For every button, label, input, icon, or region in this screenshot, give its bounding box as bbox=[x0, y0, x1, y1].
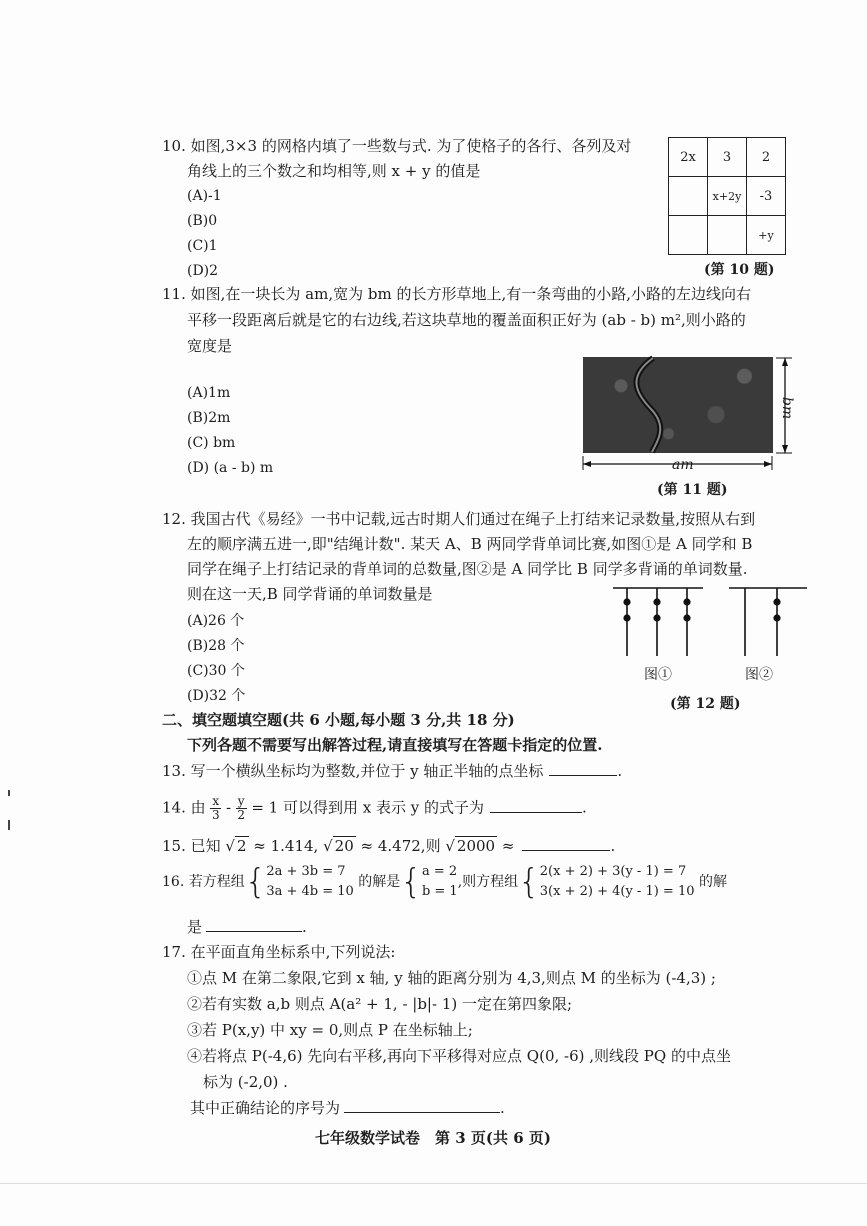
q12-line2: 左的顺序满五进一,即"结绳计数". 某天 A、B 两同学背单词比赛,如图①是 A 同学和 B bbox=[187, 535, 753, 553]
margin-mark bbox=[8, 820, 10, 830]
section2-heading: 二、填空题填空题(共 6 小题,每小题 3 分,共 18 分) bbox=[162, 711, 515, 729]
q11-line2: 平移一段距离后就是它的右边线,若这块草地的覆盖面积正好为 (ab - b) m²,则小路的 bbox=[187, 311, 746, 329]
q11-option-c: (C) bm bbox=[187, 435, 236, 451]
grid-cell bbox=[669, 177, 708, 216]
q15-v2: ≈ 4.472,则 bbox=[355, 837, 441, 855]
q15-pre: 15. 已知 bbox=[162, 837, 221, 855]
q17-conclusion-text: 其中正确结论的序号为 bbox=[190, 1099, 341, 1117]
sys3-eq2: 3(x + 2) + 4(y - 1) = 10 bbox=[539, 884, 695, 899]
system-3 bbox=[540, 862, 695, 902]
q10-grid bbox=[668, 137, 786, 255]
q12-option-c: (C)30 个 bbox=[187, 663, 245, 679]
bottom-divider bbox=[0, 1183, 867, 1184]
q17-answer-blank[interactable] bbox=[344, 1098, 500, 1113]
knot bbox=[623, 598, 630, 605]
q14-post: = 1 可以得到用 x 表示 y 的式子为 bbox=[246, 798, 485, 817]
q13-text: 13. 写一个横纵坐标均为整数,并位于 y 轴正半轴的点坐标 bbox=[162, 762, 544, 780]
q10-caption: (第 10 题) bbox=[704, 262, 775, 278]
fraction-y-2 bbox=[236, 795, 247, 822]
brace-icon: { bbox=[244, 862, 267, 902]
q10-option-c: (C)1 bbox=[187, 238, 218, 254]
q11-width-label: am bbox=[672, 457, 694, 473]
q10-option-a: (A)-1 bbox=[187, 188, 222, 204]
q12-fig1-label: 图① bbox=[644, 667, 672, 683]
q11-line3: 宽度是 bbox=[187, 337, 233, 355]
frac-den: 3 bbox=[211, 808, 220, 822]
brace-icon: { bbox=[518, 862, 540, 902]
grid-cell: 2x bbox=[669, 138, 708, 177]
q17-intro: 17. 在平面直角坐标系中,下列说法: bbox=[162, 943, 396, 961]
sys2-eq2: b = 1 bbox=[421, 884, 458, 899]
knot bbox=[683, 614, 690, 621]
q11-option-a: (A)1m bbox=[187, 385, 231, 401]
q11-option-d: (D) (a - b) m bbox=[187, 460, 274, 476]
frac-num: x bbox=[212, 794, 220, 808]
q15-v3: ≈ bbox=[497, 837, 515, 855]
q16-line2 bbox=[187, 915, 307, 939]
section2-instruction: 下列各题不需要写出解答过程,请直接填写在答题卡指定的位置. bbox=[187, 736, 603, 754]
q13 bbox=[162, 759, 622, 783]
q14-answer-blank[interactable] bbox=[490, 798, 582, 813]
q16-answer-blank[interactable] bbox=[206, 917, 302, 932]
system-1 bbox=[266, 862, 353, 902]
q17-item-4-cont: 标为 (-2,0) . bbox=[203, 1073, 288, 1091]
q10-line2: 角线上的三个数之和均相等,则 x + y 的值是 bbox=[187, 162, 481, 180]
sqrt-2000: 2000 bbox=[456, 837, 496, 855]
q11-caption: (第 11 题) bbox=[657, 482, 728, 498]
q16-pre: 16. 若方程组 bbox=[162, 874, 245, 890]
brace-icon: { bbox=[400, 862, 422, 902]
knot bbox=[773, 614, 780, 621]
frac-den: 2 bbox=[237, 808, 245, 822]
q15-v1: ≈ 1.414, bbox=[248, 837, 319, 855]
sys1-eq1: 2a + 3b = 7 bbox=[266, 864, 346, 879]
grid-cell: 2 bbox=[747, 138, 786, 177]
q12-fig2-label: 图② bbox=[745, 667, 773, 683]
sqrt-20: 20 bbox=[334, 837, 354, 855]
sqrt-2: 2 bbox=[236, 837, 247, 855]
grid-cell: -3 bbox=[747, 177, 786, 216]
q17-conclusion bbox=[190, 1096, 505, 1120]
q12-option-b: (B)28 个 bbox=[187, 638, 245, 654]
q10-line1: 10. 如图,3×3 的网格内填了一些数与式. 为了使格子的各行、各列及对 bbox=[162, 137, 632, 155]
q17-item-2: ②若有实数 a,b 则点 A(a² + 1, - |b|- 1) 一定在第四象限; bbox=[187, 995, 573, 1013]
q17-item-4: ④若将点 P(-4,6) 先向右平移,再向下平移得对应点 Q(0, -6) ,则线段 PQ 的中点坐 bbox=[187, 1047, 731, 1065]
sys2-eq1: a = 2 bbox=[421, 864, 458, 879]
q14-end: . bbox=[582, 798, 587, 817]
q12-option-d: (D)32 个 bbox=[187, 688, 246, 704]
q16-mid2: ,则方程组 bbox=[457, 874, 519, 890]
knot bbox=[623, 614, 630, 621]
grid-cell: +y bbox=[747, 216, 786, 255]
q16-end: . bbox=[302, 918, 307, 936]
q11-height-label: bm bbox=[779, 396, 796, 420]
q12-option-a: (A)26 个 bbox=[187, 613, 245, 629]
q10-option-d: (D)2 bbox=[187, 263, 219, 279]
q12-line4: 则在这一天,B 同学背诵的单词数量是 bbox=[187, 585, 433, 603]
grid-cell bbox=[669, 216, 708, 255]
q16-mid: 的解是 bbox=[358, 874, 401, 890]
q12-caption: (第 12 题) bbox=[670, 696, 741, 712]
grid-cell: x+2y bbox=[708, 177, 747, 216]
q13-answer-blank[interactable] bbox=[549, 761, 617, 776]
q13-end: . bbox=[617, 762, 623, 780]
knot bbox=[653, 614, 660, 621]
q15-answer-blank[interactable] bbox=[522, 836, 610, 851]
q12-knot-figure bbox=[605, 578, 815, 658]
q12-line1: 12. 我国古代《易经》一书中记载,远古时期人们通过在绳子上打结来记录数量,按照从右到 bbox=[162, 510, 756, 528]
knot bbox=[683, 598, 690, 605]
page-footer: 七年级数学试卷 第 3 页(共 6 页) bbox=[315, 1129, 551, 1147]
q16-line2-text: 是 bbox=[187, 918, 203, 936]
margin-mark bbox=[8, 790, 10, 796]
q17-item-3: ③若 P(x,y) 中 xy = 0,则点 P 在坐标轴上; bbox=[187, 1021, 473, 1039]
q16 bbox=[162, 862, 727, 902]
q14 bbox=[162, 795, 587, 822]
sys1-eq2: 3a + 4b = 10 bbox=[266, 884, 354, 899]
q15-end: . bbox=[610, 837, 616, 855]
q12-line3: 同学在绳子上打结记录的背单词的总数量,图②是 A 同学比 B 同学多背诵的单词数量. bbox=[187, 560, 748, 578]
knot bbox=[773, 598, 780, 605]
fraction-x-3 bbox=[210, 795, 221, 822]
q11-option-b: (B)2m bbox=[187, 410, 231, 426]
q17-item-1: ①点 M 在第二象限,它到 x 轴, y 轴的距离分别为 4,3,则点 M 的坐标为 (-4,3) ; bbox=[187, 969, 716, 987]
q16-post: 的解 bbox=[698, 874, 727, 890]
grid-cell bbox=[708, 216, 747, 255]
sys3-eq1: 2(x + 2) + 3(y - 1) = 7 bbox=[539, 864, 687, 879]
q11-line1: 11. 如图,在一块长为 am,宽为 bm 的长方形草地上,有一条弯曲的小路,小路的左边线向右 bbox=[162, 285, 751, 303]
q15: 15. 已知 √ 2 ≈ 1.414, √ 20 ≈ 4.472,则 √ 2000 ≈ . bbox=[162, 837, 616, 855]
system-2 bbox=[422, 862, 458, 902]
grid-cell: 3 bbox=[708, 138, 747, 177]
frac-num: y bbox=[237, 794, 245, 808]
q14-pre: 14. 由 bbox=[162, 798, 206, 817]
knot bbox=[653, 598, 660, 605]
q17-end: . bbox=[500, 1099, 505, 1117]
q14-minus: - bbox=[221, 798, 236, 817]
q10-option-b: (B)0 bbox=[187, 213, 218, 229]
